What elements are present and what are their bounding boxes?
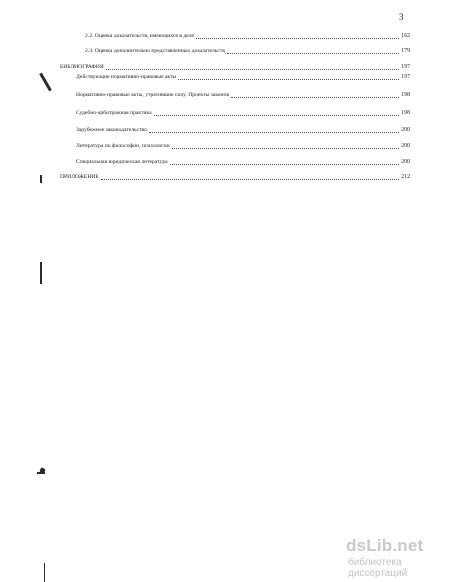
toc-entry-page: 198 <box>401 110 410 116</box>
toc-entry-page: 212 <box>401 174 410 180</box>
toc-entry <box>76 89 410 99</box>
toc-entry-label: Зарубежное законодательство <box>76 127 147 133</box>
toc-leader-dots <box>106 68 400 70</box>
toc-entry <box>85 45 410 55</box>
toc-entry-label: БИБЛИОГРАФИЯ <box>60 64 104 70</box>
toc-entry <box>76 71 410 81</box>
toc-leader-dots <box>149 131 399 133</box>
scan-artifact <box>40 262 42 284</box>
toc-leader-dots <box>101 178 399 180</box>
toc-entry-label: ПРИЛОЖЕНИЕ <box>60 174 99 180</box>
toc-entry <box>76 156 410 166</box>
toc-leader-dots <box>196 37 399 39</box>
toc-entry-label: Судебно-арбитражная практика <box>76 110 152 116</box>
toc-entry <box>76 107 410 117</box>
toc-leader-dots <box>227 52 399 54</box>
toc-leader-dots <box>154 114 400 116</box>
toc-entry-label: 2.3. Оценка дополнительно представленных доказательств <box>85 48 225 54</box>
toc-entry-label: Специальная юридическая литература <box>76 159 168 165</box>
scan-edge-line <box>44 563 45 582</box>
toc-entry-label: Действующие нормативно-правовые акты <box>76 74 177 80</box>
page-number: 3 <box>399 12 404 22</box>
toc-entry-label: Литература по философии, психологии <box>76 143 170 149</box>
toc-entry-label: 2.2. Оценка доказательств, имеющихся в деле <box>85 33 194 39</box>
scan-artifact <box>40 175 42 183</box>
toc-entry-page: 198 <box>401 92 410 98</box>
scan-artifact <box>39 73 52 92</box>
watermark-brand: dsLib.net <box>346 536 424 555</box>
toc-entry-label: Нормативно-правовые акты, утратившие силу. Проекты законов <box>76 92 229 98</box>
toc-entry-page: 200 <box>401 159 410 165</box>
toc-leader-dots <box>231 96 399 98</box>
toc-entry-page: 197 <box>401 74 410 80</box>
toc-leader-dots <box>178 78 399 80</box>
toc-entry-page: 179 <box>401 48 410 54</box>
dslib-watermark <box>346 536 450 579</box>
toc-leader-dots <box>170 163 400 165</box>
toc-entry <box>60 171 410 181</box>
toc-entry <box>60 61 410 71</box>
toc-entry <box>76 140 410 150</box>
watermark-tagline: библиотека диссертаций <box>348 557 408 579</box>
toc-entry <box>76 124 410 134</box>
toc-leader-dots <box>172 147 400 149</box>
toc-entry <box>85 30 410 40</box>
toc-entry-page: 200 <box>401 143 410 149</box>
toc-entry-page: 200 <box>401 127 410 133</box>
toc-entry-page: 162 <box>401 33 410 39</box>
toc-entry-page: 197 <box>401 64 410 70</box>
scan-artifact <box>37 472 45 474</box>
